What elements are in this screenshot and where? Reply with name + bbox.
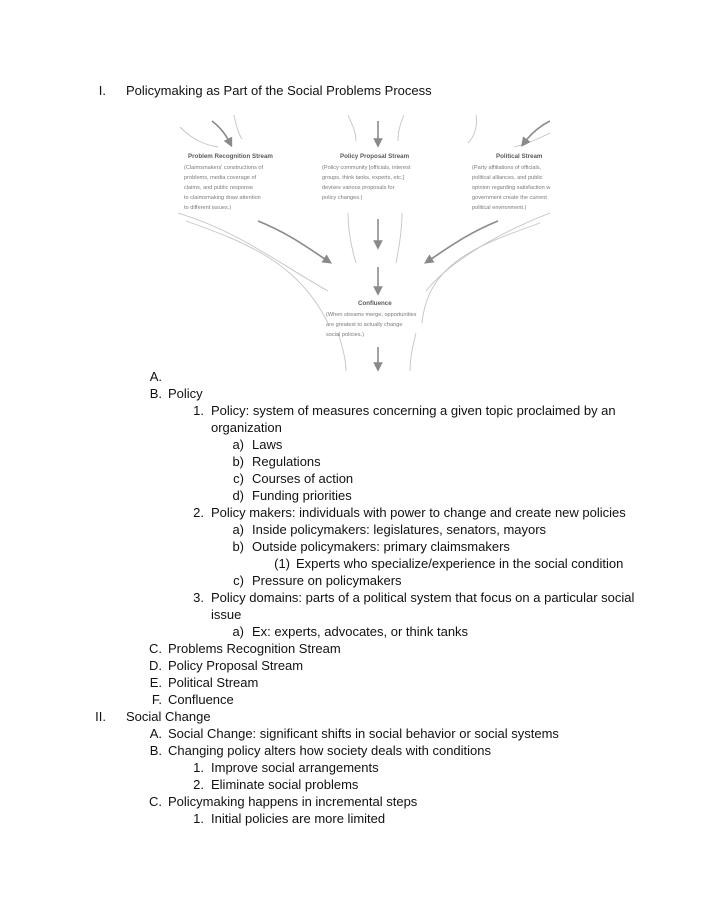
outline-item: Changing policy alters how society deals with conditions [168,743,492,758]
outline-item: Regulations [252,454,321,469]
stream-title: Political Stream [496,153,543,160]
outline-marker: b) [232,539,244,554]
stream-desc-line: to claimsmaking draw attention [184,195,261,201]
outline-marker: c) [233,471,244,486]
outline-marker: d) [232,488,244,503]
section-heading: Social Change [126,709,211,724]
stream-curve-line [398,115,404,141]
outline-marker: a) [232,624,244,639]
outline-marker: b) [232,454,244,469]
stream-desc-line: government create the current [472,195,547,201]
stream-curve-line [468,115,477,143]
outline-item: Policy domains: parts of a political system that focus on a particular social [211,590,635,605]
arrow-icon [428,221,498,261]
outline-marker: 2. [193,777,204,792]
stream-desc-line: claims, and public response [184,185,254,191]
stream-curve-line [410,333,416,371]
outline-item: Ex: experts, advocates, or think tanks [252,624,469,639]
outline-item: Problems Recognition Stream [168,641,341,656]
confluence-desc-line: social policies.) [326,332,364,338]
stream-desc-line: political environment.) [472,205,527,211]
stream-curve-line [514,133,550,147]
outline-marker: A. [149,726,162,741]
stream-curve-line [348,115,356,141]
outline-marker: C. [149,641,162,656]
outline-marker: C. [149,794,162,809]
stream-curve-line [338,333,346,371]
outline-marker: 3. [193,590,204,605]
outline-item: Experts who specialize/experience in the social condition [296,556,624,571]
streams-diagram-svg [178,113,550,373]
outline-marker: B. [149,386,162,401]
stream-desc-line: (Party affiliations of officials, [472,165,542,171]
confluence-desc-line: (When streams merge, opportunities [326,312,417,318]
outline-marker: D. [149,658,162,673]
outline-marker: E. [149,675,162,690]
stream-desc-line: groups, think tanks, experts, etc.] [322,175,405,181]
outline-item: Policy [168,386,203,401]
arrow-icon [212,121,230,143]
outline-item: Policymaking happens in incremental steps [168,794,418,809]
outline-item: Eliminate social problems [211,777,359,792]
outline-marker: 1. [193,760,204,775]
outline-marker: c) [233,573,244,588]
stream-curve-line [396,213,402,263]
stream-desc-line: devises various proposals for [322,185,395,191]
outline-item: Pressure on policymakers [252,573,402,588]
section-heading: Policymaking as Part of the Social Problems Process [126,83,432,98]
outline-item: Outside policymakers: primary claimsmakers [252,539,510,554]
stream-desc-line: political alliances, and public [472,175,543,181]
outline-item: Improve social arrangements [211,760,379,775]
stream-curve-line [234,115,242,139]
stream-title: Policy Proposal Stream [340,153,410,160]
stream-curve-line [180,127,218,147]
stream-desc-line: to different issues.) [184,205,232,211]
stream-title: Problem Recognition Stream [188,153,273,160]
outline-item: Laws [252,437,283,452]
outline-marker: (1) [274,556,290,571]
outline-item: Policy makers: individuals with power to change and create new policies [211,505,626,520]
stream-curve-line [348,213,356,263]
outline-marker: 1. [193,811,204,826]
outline-marker: II. [95,709,106,724]
outline-item: Funding priorities [252,488,352,503]
outline-item-continuation: issue [211,607,242,622]
arrow-icon [524,121,550,143]
outline-item: Policy Proposal Stream [168,658,304,673]
outline-item-continuation: organization [211,420,282,435]
outline-item: Policy: system of measures concerning a given topic proclaimed by an [211,403,616,418]
outline-item: Initial policies are more limited [211,811,386,826]
outline-marker: B. [149,743,162,758]
stream-curve-line [178,213,328,291]
outline-marker: A. [149,369,162,384]
policy-streams-diagram [178,113,550,373]
outline-marker: a) [232,522,244,537]
outline-item: Political Stream [168,675,259,690]
stream-curve-line [422,223,540,323]
stream-desc-line: (Claimsmakers' constructions of [184,165,264,171]
outline-marker: 1. [193,403,204,418]
outline-item: Inside policymakers: legislatures, senators, mayors [252,522,547,537]
stream-desc-line: opinion regarding satisfaction with [472,185,550,191]
outline-item: Courses of action [252,471,354,486]
outline-marker: a) [232,437,244,452]
outline-marker: I. [98,83,106,98]
outline-item: Social Change: significant shifts in social behavior or social systems [168,726,559,741]
confluence-title: Confluence [358,300,392,307]
stream-desc-line: problems, media coverage of [184,175,257,181]
stream-curve-line [186,221,328,323]
outline-marker: 2. [193,505,204,520]
outline-item: Confluence [168,692,234,707]
outline-marker: F. [151,692,162,707]
stream-desc-line: policy changes.) [322,195,363,201]
confluence-desc-line: are greatest to actually change [326,322,403,328]
stream-desc-line: (Policy community [officials, interest [322,165,411,171]
